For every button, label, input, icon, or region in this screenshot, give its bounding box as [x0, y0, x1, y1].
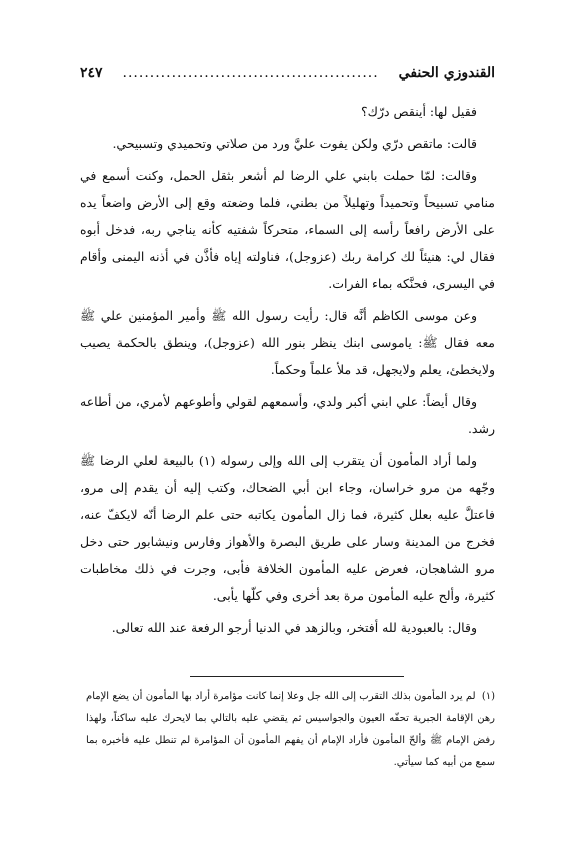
paragraph-mamun-allegiance: ولما أراد المأمون أن يتقرب إلى الله وإلى رسوله (١) بالبيعة لعلي الرضا ﷺ وجّهه من مرو خراسان، وجاء ابن أبي الضحاك، وكتب إليه أن يقدم إلى مرو، فاعتلَّ عليه بعلل كثيرة، فما زال المأمون يكاتبه حتى علم الرضا أنّه لايكفّ عنه، فخرج من المدينة وسار على طريق البصرة والأهواز وفارس ونيشابور حتى دخل مرو الشاهجان، فعرض عليه المأمون الخلافة فأبى، وجرت في ذلك مخاطبات كثيرة، وألح عليه المأمون مرة بعد أخرى وفي كلّها يأبى.: [80, 453, 495, 603]
page-number: ٢٤٧: [80, 65, 103, 81]
running-header: [80, 62, 495, 84]
footnote-number: (١): [481, 691, 496, 702]
paragraph-birth-account: وقالت: لمّا حملت بابني علي الرضا لم أشعر بثقل الحمل، وكنت أسمع في منامي تسبيحاً وتحميداً وتهليلاً من بطني، فلما وضعته وقع إلى الأرض واضعاً يده على الأرض رافعاً رأسه إلى السماء، متحركاً شفتيه كأنه يناجي ربه، فدخل أبوه فقال لي: هنيئاً لك كرامة ربك (عزوجل)، فناولته إياه فأذَّن في أذنه اليمنى وأقام في اليسرى، فحنَّكه بماء الفرات.: [80, 168, 495, 291]
footnote-text: لم يرد المأمون بذلك التقرب إلى الله جل وعلا إنما كانت مؤامرة أراد بها المأمون أن يضع الإمام رهن الإقامة الجبرية تحفّه العيون والجواسيس ثم يقضي عليه بالتالي بما لايحرك عليه ساكناً، ولهذا رفض الإمام ﷺ وألحّ المأمون فأراد الإمام أن يفهم المأمون أن المؤامرة لم تنطل عليه فأخبره بما سمع من أبيه كما سيأتي.: [86, 691, 495, 768]
footnote: [86, 686, 495, 774]
header-leader-dots: ...............................................: [122, 65, 379, 81]
paragraph-answer: قالت: ماتقص درّي ولكن يفوت عليَّ ورد من صلاتي وتحميدي وتسبيحي.: [112, 136, 477, 151]
header-title: القندوزي الحنفي: [398, 65, 495, 81]
paragraph-kazim-narration: وعن موسى الكاظم أنَّه قال: رأيت رسول الله ﷺ وأمير المؤمنين علي ﷺ معه فقال ﷺ: ياموسى ابنك ينظر بنور الله (عزوجل)، وينطق بالحكمة يصيب ولايخطئ، يعلم ولايجهل، قد ملأ علماً وحكماً.: [80, 308, 495, 377]
footnote-separator: [190, 676, 404, 677]
paragraph-eldest-son: وقال أيضاً: علي ابني أكبر ولدي، وأسمعهم لقولي وأطوعهم لأمري، من أطاعه رشد.: [80, 394, 495, 436]
paragraph-servitude-saying: وقال: بالعبودية لله أفتخر، وبالزهد في الدنيا أرجو الرفعة عند الله تعالى.: [111, 620, 477, 635]
main-text: [80, 98, 495, 646]
paragraph-question: فقيل لها: أينقص درّك؟: [361, 104, 477, 119]
